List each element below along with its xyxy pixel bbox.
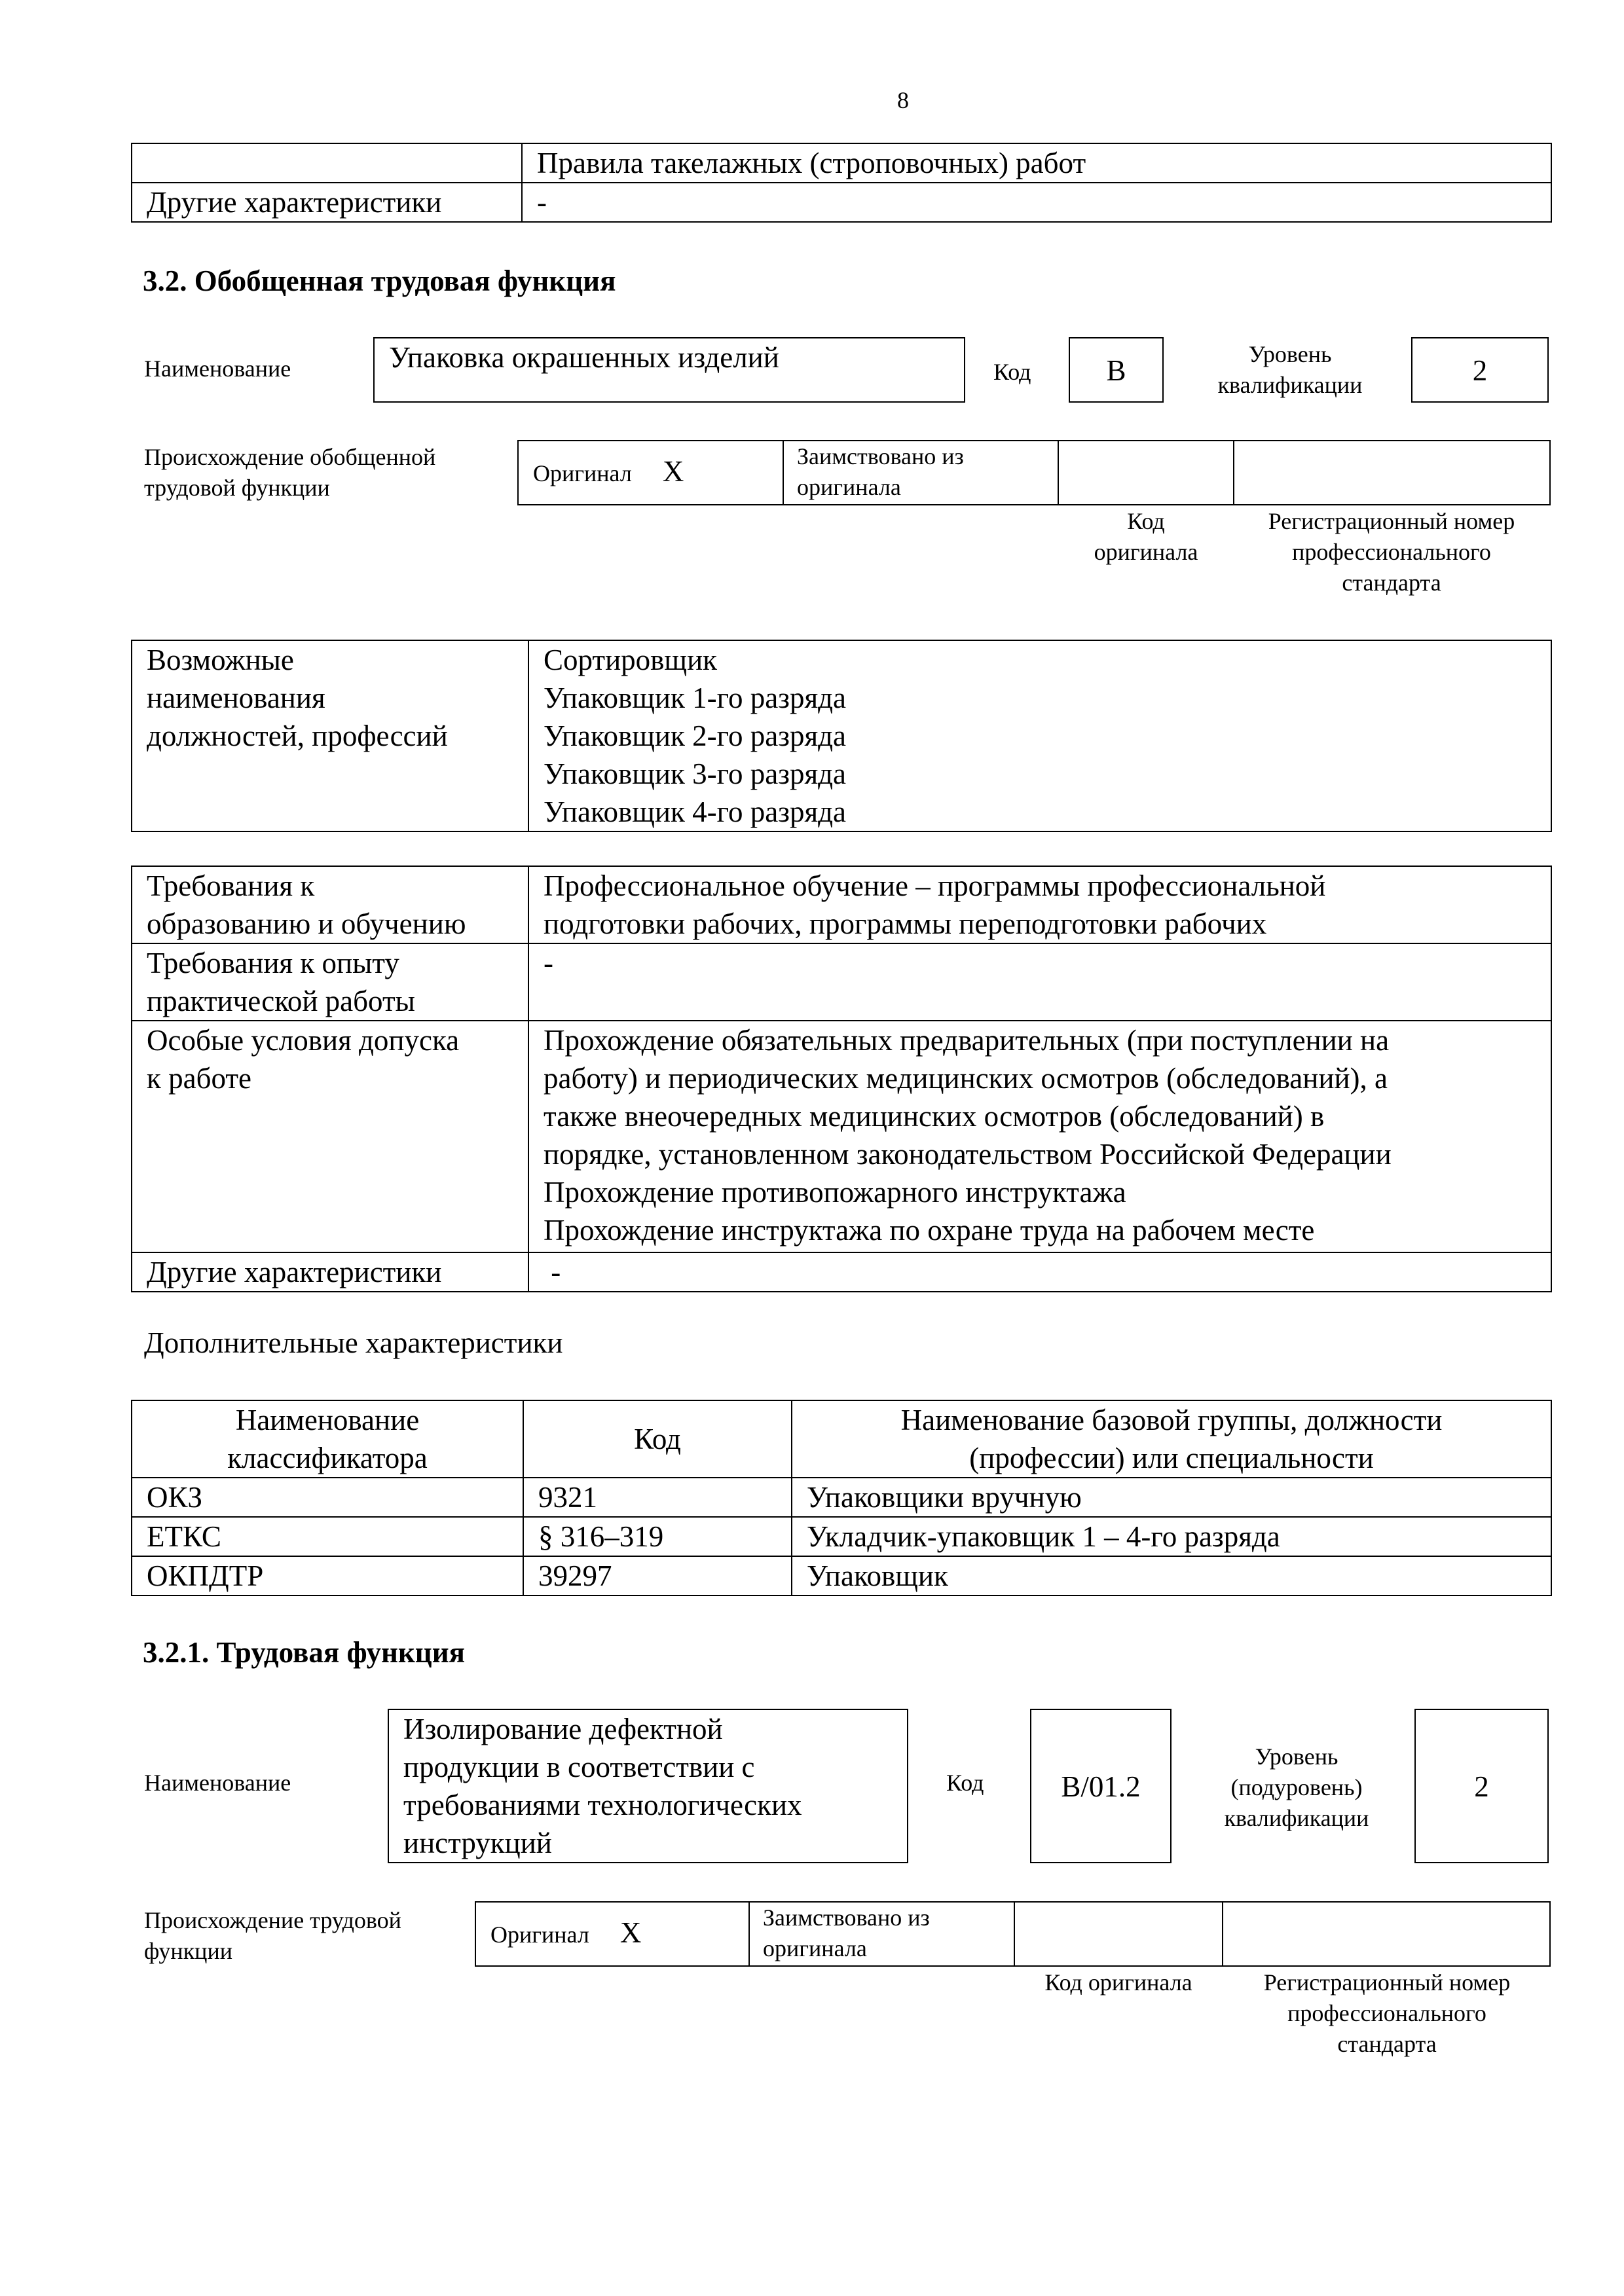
additional-cell: 39297 [523,1556,792,1595]
gtf-borrowed-cell [783,441,1058,505]
gtf-borrowed-label-line: Заимствовано из [797,443,964,469]
gtf-code-original-cell [1058,441,1234,505]
req-value-line: подготовки рабочих, программы переподготовки рабочих [544,907,1267,940]
req-value-line: - [544,947,553,979]
tf-origin-label-line: Происхождение трудовой [144,1907,401,1933]
req-label-line: практической работы [147,985,415,1017]
tf-level-value: 2 [1474,1770,1489,1803]
caption-line: Регистрационный номер [1263,1969,1511,1995]
tf-borrowed-label-line: оригинала [763,1935,867,1961]
req-other-label [132,1252,528,1292]
top-row1-value: Правила такелажных (строповочных) работ [522,143,1551,183]
tf-origin-label-line: функции [144,1938,232,1964]
additional-header-classifier [132,1400,523,1478]
req-label-line: к работе [147,1062,252,1095]
gtf-name-label: Наименование [144,355,291,382]
caption-line: Код [1127,508,1165,534]
positions-values-cell [528,640,1551,831]
tf-reg-number-cell [1223,1902,1550,1966]
gtf-name-value: Упаковка окрашенных изделий [389,341,779,374]
page-number: 8 [897,87,909,113]
top-row2-value: - [522,183,1551,222]
tf-heading: 3.2.1. Трудовая функция [143,1636,466,1669]
additional-cell: Укладчик-упаковщик 1 – 4-го разряда [792,1517,1551,1556]
tf-level-label [1192,1741,1401,1834]
tf-origin-label [144,1905,401,1967]
gtf-origin-table [517,440,1551,505]
req-value-line: Прохождение инструктажа по охране труда на рабочем месте [544,1214,1315,1247]
tf-original-label: Оригинал [490,1922,589,1948]
caption-line: оригинала [1094,539,1198,565]
req-education-label [132,866,528,943]
gtf-code-original-caption [1058,506,1234,568]
top-characteristics-table [131,143,1552,223]
req-experience-label [132,943,528,1021]
tf-name-box [388,1709,908,1863]
caption-line: профессионального [1292,539,1491,565]
top-row2-label: Другие характеристики [132,183,522,222]
gtf-code-value: B [1106,354,1126,387]
additional-cell: ОКЗ [132,1478,523,1517]
position-item: Упаковщик 1-го разряда [544,682,847,714]
tf-name-line: Изолирование дефектной [403,1713,723,1745]
req-label-line: Особые условия допуска [147,1024,460,1057]
tf-name-line: требованиями технологических [403,1789,802,1821]
req-label-line: образованию и обучению [147,907,466,940]
tf-level-label-line: Уровень [1255,1743,1338,1770]
gtf-reg-number-caption [1234,506,1549,598]
additional-header-group [792,1400,1551,1478]
additional-cell: ЕТКС [132,1517,523,1556]
req-admission-label [132,1021,528,1252]
additional-cell: Упаковщики вручную [792,1478,1551,1517]
tf-name-label: Наименование [144,1770,291,1796]
tf-reg-number-caption [1223,1967,1551,2060]
positions-label-line: наименования [147,682,325,714]
tf-name-line: продукции в соответствии с [403,1751,755,1783]
gtf-original-mark: X [662,455,684,488]
gtf-level-label-line: квалификации [1217,372,1363,398]
req-education-value [528,866,1551,943]
position-item: Упаковщик 2-го разряда [544,720,847,752]
req-experience-value [528,943,1551,1021]
positions-table [131,640,1552,832]
tf-code-original-cell [1014,1902,1223,1966]
tf-level-box [1414,1709,1549,1863]
caption-line: стандарта [1337,2031,1437,2057]
gtf-code-box [1069,337,1164,403]
tf-code-value: B/01.2 [1061,1770,1141,1803]
header-line: Наименование базовой группы, должности [900,1404,1443,1436]
req-label-line: Требования к опыту [147,947,399,979]
tf-origin-table [475,1901,1551,1967]
positions-label-line: Возможные [147,644,294,676]
gtf-borrowed-label-line: оригинала [797,474,901,500]
gtf-original-label: Оригинал [533,460,632,486]
req-admission-value [528,1021,1551,1252]
gtf-level-value: 2 [1472,354,1488,387]
tf-level-label-line: (подуровень) [1230,1774,1363,1800]
req-value-line: - [544,1256,561,1288]
tf-code-box [1030,1709,1172,1863]
header-line: Код [634,1423,681,1455]
tf-original-cell [475,1902,749,1966]
additional-heading: Дополнительные характеристики [144,1326,563,1359]
positions-label-line: должностей, профессий [147,720,448,752]
tf-level-label-line: квалификации [1224,1805,1369,1831]
req-value-line: работу) и периодических медицинских осмотров (обследований), а [544,1062,1388,1095]
tf-borrowed-label-line: Заимствовано из [763,1904,930,1931]
req-value-line: Профессиональное обучение – программы профессиональной [544,869,1326,902]
gtf-reg-number-cell [1234,441,1550,505]
gtf-level-box [1411,337,1549,403]
position-item: Упаковщик 3-го разряда [544,757,847,790]
gtf-origin-label [144,442,435,503]
header-line: Наименование [235,1404,420,1436]
gtf-name-box [373,337,965,403]
position-item: Упаковщик 4-го разряда [544,795,847,828]
caption-line: Регистрационный номер [1268,508,1515,534]
header-line: (профессии) или специальности [969,1442,1374,1474]
req-value-line: Прохождение обязательных предварительных (при поступлении на [544,1024,1390,1057]
top-empty-cell [132,143,522,183]
req-label-line: Другие характеристики [147,1256,442,1288]
tf-borrowed-cell [749,1902,1014,1966]
tf-code-label: Код [946,1770,984,1796]
additional-cell: § 316–319 [523,1517,792,1556]
req-other-value [528,1252,1551,1292]
additional-table [131,1400,1552,1596]
additional-cell: 9321 [523,1478,792,1517]
additional-header-code [523,1400,792,1478]
caption-line: профессионального [1287,2000,1486,2026]
additional-cell: ОКПДТР [132,1556,523,1595]
tf-original-mark: X [619,1916,642,1949]
caption-line: стандарта [1342,570,1441,596]
gtf-heading: 3.2. Обобщенная трудовая функция [143,264,616,297]
gtf-original-cell [518,441,783,505]
header-line: классификатора [227,1442,428,1474]
gtf-origin-label-line: Происхождение обобщенной [144,444,436,470]
requirements-table [131,866,1552,1292]
gtf-level-label-line: Уровень [1248,341,1332,367]
req-label-line: Требования к [147,869,315,902]
positions-label-cell [132,640,528,831]
req-value-line: Прохождение противопожарного инструктажа [544,1176,1126,1209]
req-value-line: порядке, установленном законодательством Российской Федерации [544,1138,1392,1171]
gtf-code-label: Код [993,359,1031,385]
req-value-line: также внеочередных медицинских осмотров (обследований) в [544,1100,1325,1133]
gtf-level-label [1192,339,1388,401]
tf-name-line: инструкций [403,1827,552,1859]
gtf-origin-label-line: трудовой функции [144,475,330,501]
position-item: Сортировщик [544,644,718,676]
tf-code-original-caption: Код оригинала [1044,1969,1192,1995]
additional-cell: Упаковщик [792,1556,1551,1595]
